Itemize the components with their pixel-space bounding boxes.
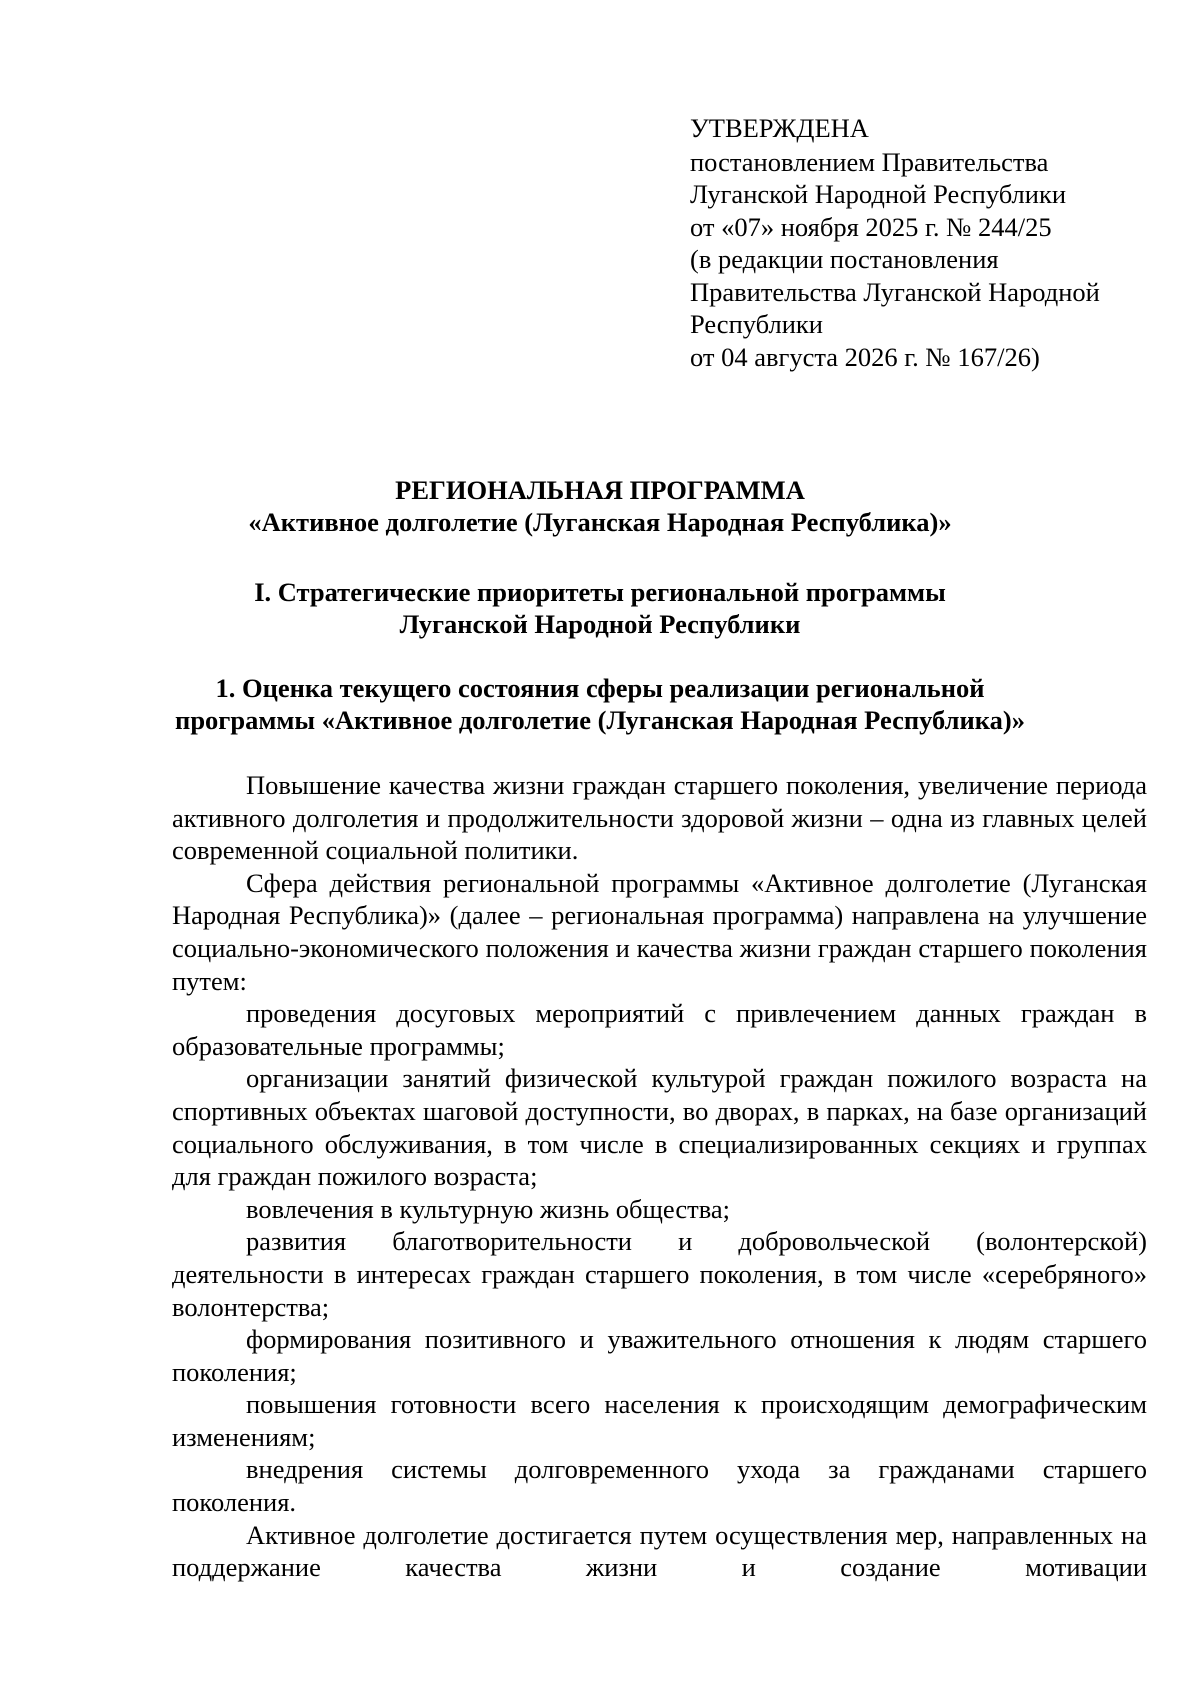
approval-line: постановлением Правительства xyxy=(690,146,1049,177)
paragraph: развития благотворительности и добровольческой (волонтерской) деятельности в интересах граждан старшего поколения, в том числе «серебряного» волонтерства; xyxy=(172,1226,1147,1322)
title-line: «Активное долголетие (Луганская Народная Республика)» xyxy=(248,507,952,537)
paragraph: Повышение качества жизни граждан старшего поколения, увеличение периода активного долголетия и продолжительности здоровой жизни – одна из главных целей современной социальной политики. xyxy=(172,770,1147,866)
approval-heading: УТВЕРЖДЕНА xyxy=(690,113,869,143)
paragraph: проведения досуговых мероприятий с привлечением данных граждан в образовательные программы; xyxy=(172,998,1147,1061)
body-text xyxy=(172,769,1147,1584)
paragraph: организации занятий физической культурой граждан пожилого возраста на спортивных объектах шаговой доступности, во дворах, в парках, на базе организаций социального обслуживания, в том числе в специализированных секциях и группах для граждан пожилого возраста; xyxy=(172,1063,1147,1192)
paragraph: формирования позитивного и уважительного отношения к людям старшего поколения; xyxy=(172,1324,1147,1387)
subsection-heading xyxy=(0,672,1200,736)
section-heading-line: I. Стратегические приоритеты региональной программы xyxy=(254,577,946,607)
approval-line: Правительства Луганской Народной xyxy=(690,276,1100,307)
subsection-heading-line: 1. Оценка текущего состояния сферы реализации региональной xyxy=(215,673,985,703)
section-heading xyxy=(0,576,1200,640)
title-line: РЕГИОНАЛЬНАЯ ПРОГРАММА xyxy=(395,475,805,505)
section-heading-line: Луганской Народной Республики xyxy=(399,609,801,639)
paragraph: внедрения системы долговременного ухода за гражданами старшего поколения. xyxy=(172,1454,1147,1518)
paragraph: Сфера действия региональной программы «Активное долголетие (Луганская Народная Республика)» (далее – региональная программа) направлена на улучшение социально-экономического положения и качества жизни граждан старшего поколения путем: xyxy=(172,867,1147,996)
approval-line: Луганской Народной Республики xyxy=(690,179,1067,209)
subsection-heading-line: программы «Активное долголетие (Луганская Народная Республика)» xyxy=(175,705,1025,735)
approval-line: Республики xyxy=(690,309,823,339)
paragraph: повышения готовности всего населения к происходящим демографическим изменениям; xyxy=(172,1389,1147,1452)
paragraph: вовлечения в культурную жизнь общества; xyxy=(246,1193,730,1224)
document-title xyxy=(0,474,1200,538)
approval-line: от 04 августа 2026 г. № 167/26) xyxy=(690,341,1040,372)
approval-stamp xyxy=(690,112,1100,373)
approval-line: от «07» ноября 2025 г. № 244/25 xyxy=(690,211,1052,242)
approval-line: (в редакции постановления xyxy=(690,244,999,274)
paragraph: Активное долголетие достигается путем осуществления мер, направленных на поддержание качества жизни и создание мотивации xyxy=(172,1519,1147,1583)
